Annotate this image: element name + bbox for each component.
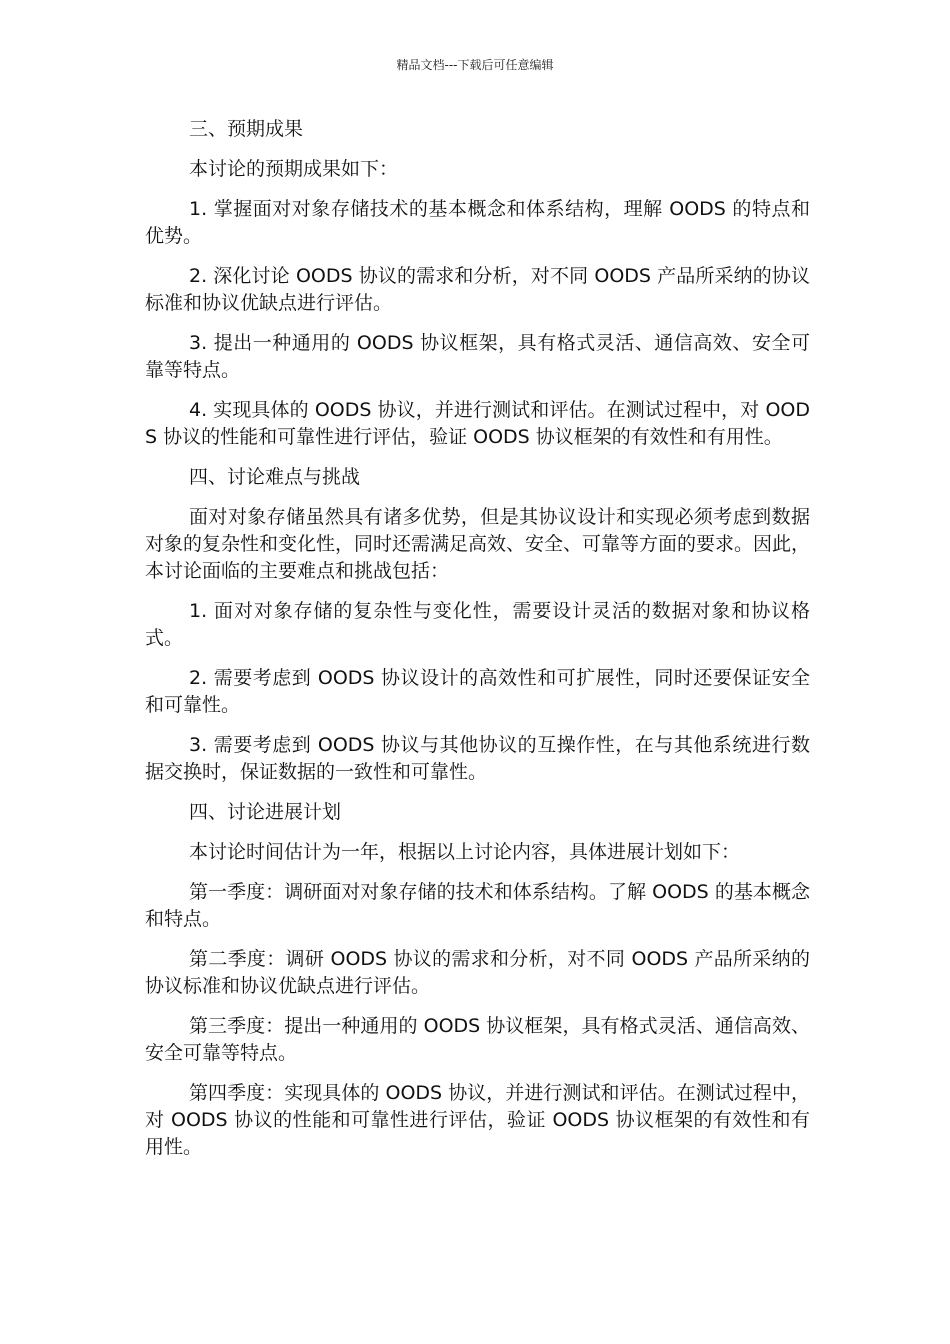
plan-item-q1: 第一季度：调研面对对象存储的技术和体系结构。了解 OODS 的基本概念和特点。 <box>145 881 810 930</box>
plan-item-q4: 第四季度：实现具体的 OODS 协议，并进行测试和评估。在测试过程中，对 OODS 协议的性能和可靠性进行评估，验证 OODS 协议框架的有效性和有用性。 <box>145 1082 810 1158</box>
document-body <box>145 116 810 1174</box>
section-heading-expected-results: 三、预期成果 <box>189 118 304 140</box>
paragraph: 面对对象存储虽然具有诸多优势，但是其协议设计和实现必须考虑到数据对象的复杂性和变化性，同时还需满足高效、安全、可靠等方面的要求。因此，本讨论面临的主要难点和挑战包括： <box>145 506 811 582</box>
list-item: 1. 面对对象存储的复杂性与变化性，需要设计灵活的数据对象和协议格式。 <box>145 600 810 649</box>
section-heading-difficulties: 四、讨论难点与挑战 <box>189 466 361 488</box>
page-header: 精品文档---下载后可任意编辑 <box>396 58 554 72</box>
list-item: 3. 需要考虑到 OODS 协议与其他协议的互操作性，在与其他系统进行数据交换时，保证数据的一致性和可靠性。 <box>145 734 810 783</box>
list-item: 1. 掌握面对对象存储技术的基本概念和体系结构，理解 OODS 的特点和优势。 <box>145 198 810 247</box>
list-item: 2. 需要考虑到 OODS 协议设计的高效性和可扩展性，同时还要保证安全和可靠性。 <box>145 667 810 716</box>
paragraph: 本讨论的预期成果如下： <box>189 158 399 180</box>
plan-item-q2: 第二季度：调研 OODS 协议的需求和分析，对不同 OODS 产品所采纳的协议标准和协议优缺点进行评估。 <box>145 948 810 997</box>
plan-item-q3: 第三季度：提出一种通用的 OODS 协议框架，具有格式灵活、通信高效、安全可靠等特点。 <box>145 1015 810 1064</box>
list-item: 2. 深化讨论 OODS 协议的需求和分析，对不同 OODS 产品所采纳的协议标准和协议优缺点进行评估。 <box>145 265 810 314</box>
section-heading-progress-plan: 四、讨论进展计划 <box>189 801 342 823</box>
list-item: 4. 实现具体的 OODS 协议，并进行测试和评估。在测试过程中，对 OODS 协议的性能和可靠性进行评估，验证 OODS 协议框架的有效性和有用性。 <box>145 399 810 448</box>
paragraph: 本讨论时间估计为一年，根据以上讨论内容，具体进展计划如下： <box>189 841 741 863</box>
list-item: 3. 提出一种通用的 OODS 协议框架，具有格式灵活、通信高效、安全可靠等特点。 <box>145 332 810 381</box>
